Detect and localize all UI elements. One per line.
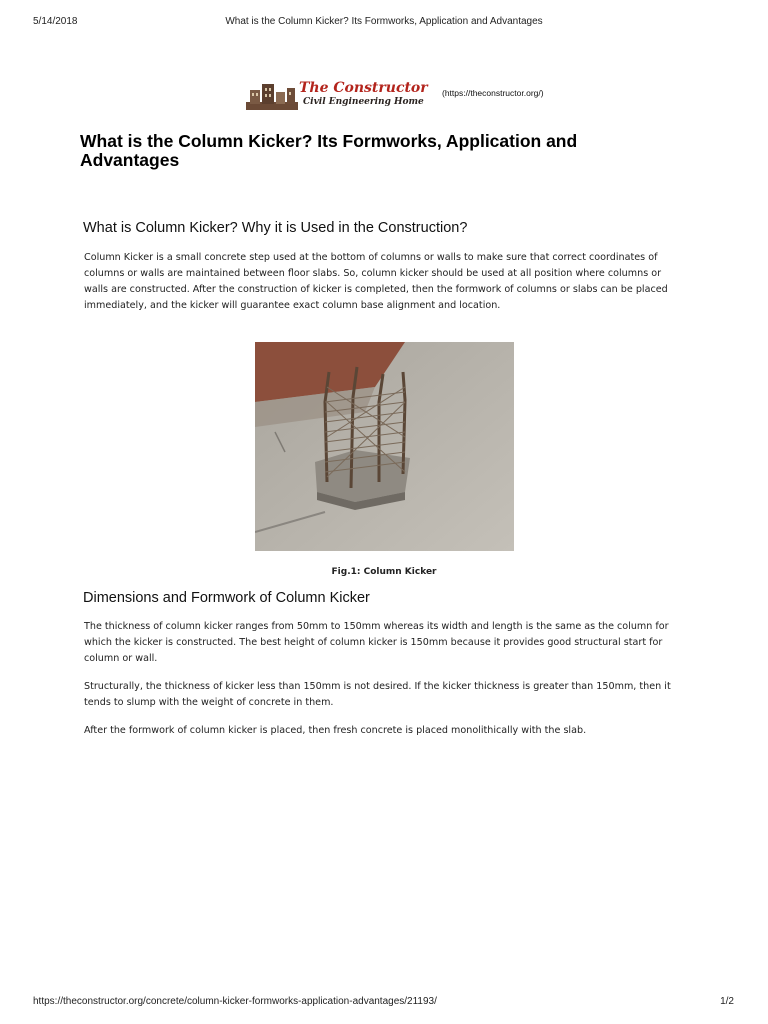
print-page-title: What is the Column Kicker? Its Formworks, Application and Advantages: [225, 16, 543, 27]
print-footer: [0, 996, 768, 1010]
logo-url[interactable]: (https://theconstructor.org/): [442, 88, 544, 98]
section-heading: What is Column Kicker? Why it is Used in the Construction?: [83, 220, 468, 236]
site-logo[interactable]: [246, 80, 544, 112]
print-header: [0, 16, 768, 30]
building-logo-icon: [246, 82, 298, 110]
paragraph: Column Kicker is a small concrete step used at the bottom of columns or walls to make sure that correct coordinates of columns or walls are maintained between floor slabs. So, column kicker should be used at all position where columns or walls are constructed. After the construction of kicker is completed, then the formwork of columns or slabs can be placed immediately, and the kicker will guarantee exact column base alignment and location.: [84, 252, 668, 311]
paragraph: The thickness of column kicker ranges from 50mm to 150mm whereas its width and length is the same as the column for which the kicker is constructed. The best height of column kicker is 150mm because it provides good structural start for column or wall.: [84, 621, 669, 664]
paragraph: After the formwork of column kicker is placed, then fresh concrete is placed monolithically with the slab.: [84, 725, 587, 736]
column-kicker-photo: [255, 342, 514, 551]
figure-caption: Fig.1: Column Kicker: [331, 567, 437, 577]
print-url[interactable]: https://theconstructor.org/concrete/column-kicker-formworks-application-advantages/21193/: [33, 996, 437, 1007]
logo-brand-name: The Constructor: [299, 80, 428, 96]
page-number: 1/2: [720, 996, 734, 1007]
article-title: What is the Column Kicker? Its Formworks, Application and Advantages: [80, 131, 578, 170]
paragraph: Structurally, the thickness of kicker less than 150mm is not desired. If the kicker thickness is greater than 150mm, then it tends to slump with the weight of concrete in them.: [84, 681, 671, 708]
column-kicker-figure: [255, 342, 514, 551]
print-date: 5/14/2018: [33, 16, 78, 27]
section-heading: Dimensions and Formwork of Column Kicker: [83, 590, 370, 606]
logo-tagline: Civil Engineering Home: [303, 97, 424, 107]
